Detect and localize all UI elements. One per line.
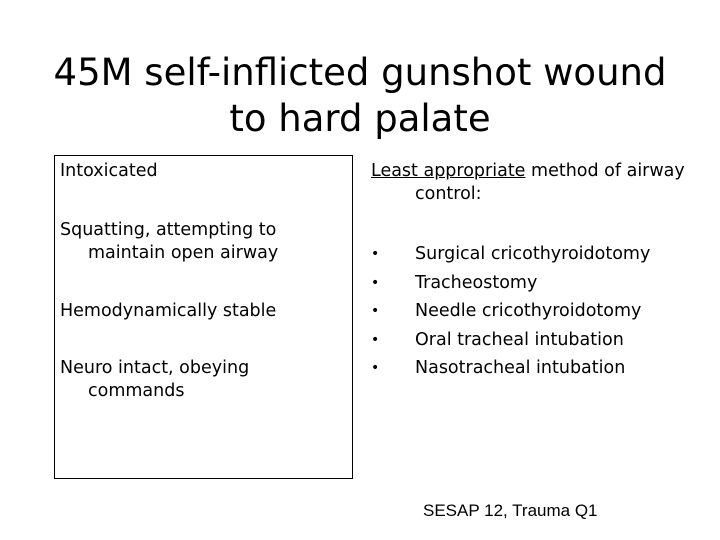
question-emphasis: Least appropriate	[371, 161, 526, 181]
case-detail-hemodynamics: Hemodynamically stable	[60, 301, 277, 321]
slide-title-line-1: 45M self-inflicted gunshot wound	[53, 51, 667, 94]
bullet-icon: •	[371, 360, 380, 376]
answer-option-label: Nasotracheal intubation	[415, 358, 626, 378]
answer-option-label: Tracheostomy	[415, 272, 538, 293]
answer-option-label: Surgical cricothyroidotomy	[415, 244, 651, 264]
case-detail-intoxicated: Intoxicated	[60, 161, 158, 181]
slide-title	[0, 50, 720, 142]
bullet-icon: •	[371, 331, 380, 348]
question-rest: method of airway control:	[415, 161, 685, 204]
question-prompt	[371, 160, 705, 206]
source-citation: SESAP 12, Trauma Q1	[423, 501, 598, 520]
case-detail-neuro: Neuro intact, obeying commands	[60, 358, 250, 401]
slide-title-line-2: to hard palate	[229, 97, 491, 140]
bullet-icon: •	[371, 246, 380, 262]
answer-option-label: Needle cricothyroidotomy	[415, 301, 642, 321]
case-detail-posture: Squatting, attempting to maintain open airway	[60, 220, 279, 263]
answer-option-label: Oral tracheal intubation	[415, 329, 624, 350]
bullet-icon: •	[371, 274, 380, 291]
bullet-icon: •	[371, 303, 380, 319]
